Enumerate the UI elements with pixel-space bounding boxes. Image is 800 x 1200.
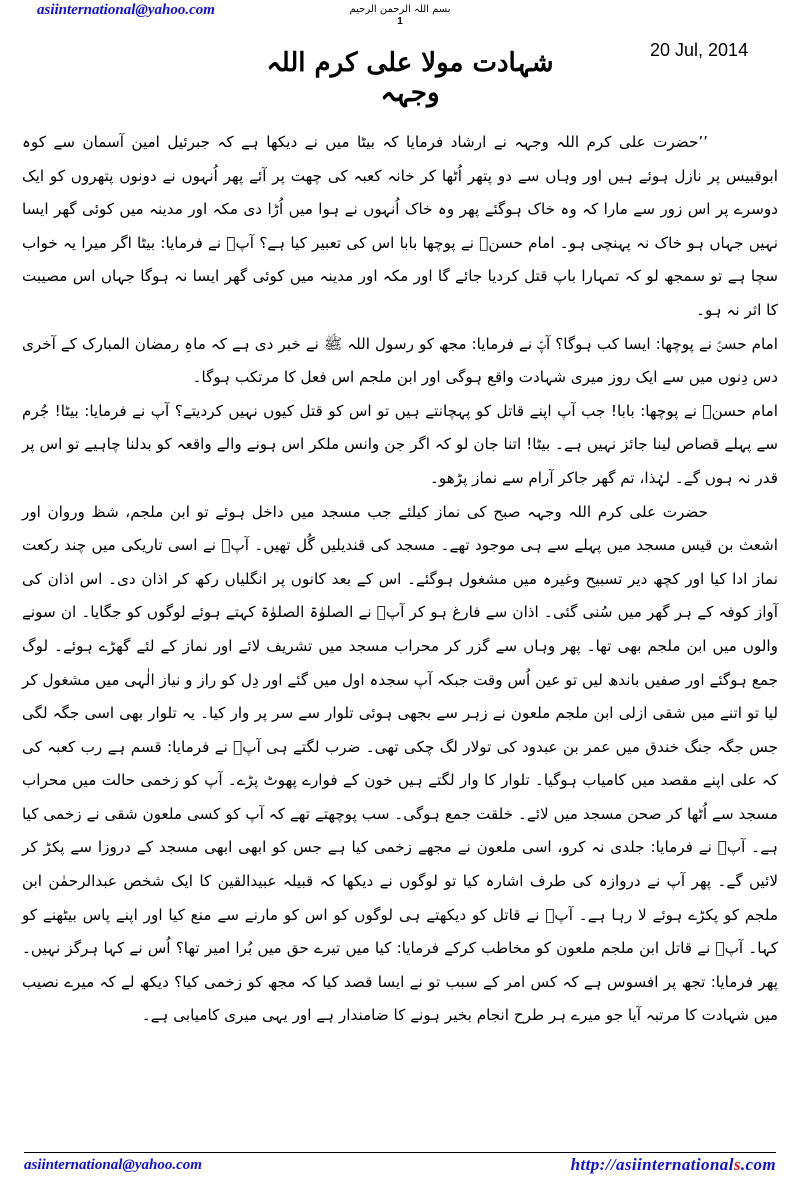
article-paragraph: ’’حضرت علی کرم اللہ وجہہ نے ارشاد فرمایا کہ بیٹا میں نے دیکھا ہے کہ جبرئیل امین آسمان سے کوہ ابوقبیس پر نازل ہوئے ہیں اور وہاں سے دو پتھر اُٹھا کر خانہ کعبہ کی چھت پر آئے پھر اُنہوں نے دونوں پتھروں کو ایک دوسرے پر اس زور سے مارا کہ وہ خاک ہوگئے پھر وہ خاک اُنہوں نے ہوا میں اُڑا دی مکہ اور مدینہ میں کوئی گھر ایسا نہیں جہاں ہو خاک نہ پہنچی ہو۔ امام حسنؑ نے پوچھا بابا اس کی تعبیر کیا ہے؟ آپؑ نے فرمایا: بیٹا اگر میرا یہ خواب سچا ہے تو سمجھ لو کہ تمہارا باپ قتل کردیا جائے گا اور مکہ اور مدینہ میں کوئی گھر ایسا نہ ہوگا جہاں اس مصیبت کا اثر نہ ہو۔ — [22, 133, 778, 319]
publish-date: 20 Jul, 2014 — [650, 40, 749, 60]
page-number: 1 — [397, 16, 403, 27]
footer-url-prefix: http://asiinternational — [570, 1155, 734, 1174]
bismillah: بسم اللہ الرحمن الرحیم — [349, 4, 451, 15]
footer-divider — [24, 1152, 776, 1153]
footer-url-suffix: .com — [740, 1155, 776, 1174]
footer-url[interactable] — [571, 1155, 776, 1175]
article-paragraph: امام حسنؑ نے پوچھا: بابا! جب آپ اپنے قاتل کو پہچانتے ہیں تو اس کو قتل کیوں نہیں کردیتے؟ آپ نے فرمایا: بیٹا! جُرم سے پہلے قصاص لینا جائز نہیں ہے۔ بیٹا! اتنا جان لو کہ اگر جن وانس ملکر اس ہونے والے واقعہ کو بدلنا چاہیے تو اس پر قدر نہ ہوں گے۔ لہٰذا، تم گھر جاکر آرام سے نماز پڑھو۔ — [22, 401, 778, 487]
article-paragraph: حضرت علی کرم اللہ وجہہ صبح کی نماز کیلئے جب مسجد میں داخل ہوئے تو ابن ملجم، شظ وروان اور اشعث بن قیس مسجد میں پہلے سے ہی موجود تھے۔ مسجد کی قندیلیں گُل تھیں۔ آپؑ نے اسی تاریکی میں چند رکعت نماز ادا کیا اور کچھ دیر تسبیح وغیرہ میں مشغول ہوگئے۔ اس کے بعد کانوں پر انگلیاں رکھ کر اذان دی۔ اس اذان کی آواز کوفہ کے ہر گھر میں سُنی گئی۔ اذان سے فارغ ہو کر آپؑ نے الصلوٰۃ الصلوٰۃ کہتے ہوئے لوگوں کو جگایا۔ ان سونے والوں میں ابن ملجم بھی تھا۔ پھر وہاں سے گزر کر محراب مسجد میں تشریف لائے اور نماز کے لئے گھڑے ہوئے۔ لوگ جمع ہوگئے اور صفیں باندھ لیں تو عین اُس وقت جبکہ آپ سجدہ اول میں گئے اور دِل کو راز و نیاز الٰہی میں مشغول کر لیا تو اتنے میں شقی ازلی ابن ملجم ملعون نے زہر سے بجھی ہوئی تلوار سے سر پر وار کیا۔ یہ تلوار بھی اسی جگہ لگی جس جگہ جنگ خندق میں عمر بن عبدود کی تولار لگ چکی تھی۔ ضرب لگتے ہی آپؑ نے فرمایا: قسم ہے رب کعبہ کی کہ علی اپنے مقصد میں کامیاب ہوگیا۔ تلوار کا وار لگتے ہیں خون کے فوارے پھوٹ پڑے۔ آپ کو زخمی حالت میں محراب مسجد سے اُٹھا کر صحن مسجد میں لائے۔ خلقت جمع ہوگی۔ سب پوچھتے تھے کہ آپ کو کسی ملعون شقی نے زخمی کیا ہے۔ آپؑ نے فرمایا: جلدی نہ کرو، اسی ملعون نے مجھے زخمی کیا ہے جس کو ابھی ابھی مسجد کے دروزا سے پکڑ کر لائیں گے۔ پھر آپ نے دروازہ کی طرف اشارہ کیا تو لوگوں نے دیکھا کہ قبیلہ عبیدالقین کا ایک شخص عبدالرحمٰن ابن ملجم کو پکڑے ہوئے لا رہا ہے۔ آپؑ نے قاتل کو دیکھتے ہی لوگوں کو اس کو مارنے سے منع کیا اور اپنے پاس بیٹھنے کو کہا۔ آپؑ نے قاتل ابن ملجم ملعون کو مخاطب کرکے فرمایا: کیا میں تیرے حق میں بُرا امیر تھا؟ اُس نے کہا ہرگز نہیں۔ پھر فرمایا: تجھ پر افسوس ہے کہ کس امر کے سبب تو نے ایسا قصد کیا کہ مجھ کو زخمی کیا؟ دیکھ لے کہ میرے نصیب میں شہادت کا مرتبہ آیا جو میرے ہر طرح انجام بخیر ہونے کا ضامندار ہے اور یہی میری کامیابی ہے۔ — [22, 502, 778, 1025]
footer-url-accent: s — [733, 1155, 741, 1174]
article-body — [22, 126, 778, 1033]
article-title: شہادت مولا علی کرم اللہ وجہہ — [266, 48, 554, 108]
article-paragraph: امام حسنؑ نے پوچھا: ایسا کب ہوگا؟ آپؑ نے فرمایا: مجھ کو رسول اللہ ﷺ نے خبر دی ہے کہ ماہِ رمضان المبارک کے آخری دس دِنوں میں سے ایک روز میری شہادت واقع ہوگی اور ابن ملجم اس فعل کا مرتکب ہوگا۔ — [22, 334, 778, 387]
footer-email[interactable]: asiinternational@yahoo.com — [24, 1157, 202, 1173]
header-email[interactable]: asiinternational@yahoo.com — [37, 2, 215, 18]
